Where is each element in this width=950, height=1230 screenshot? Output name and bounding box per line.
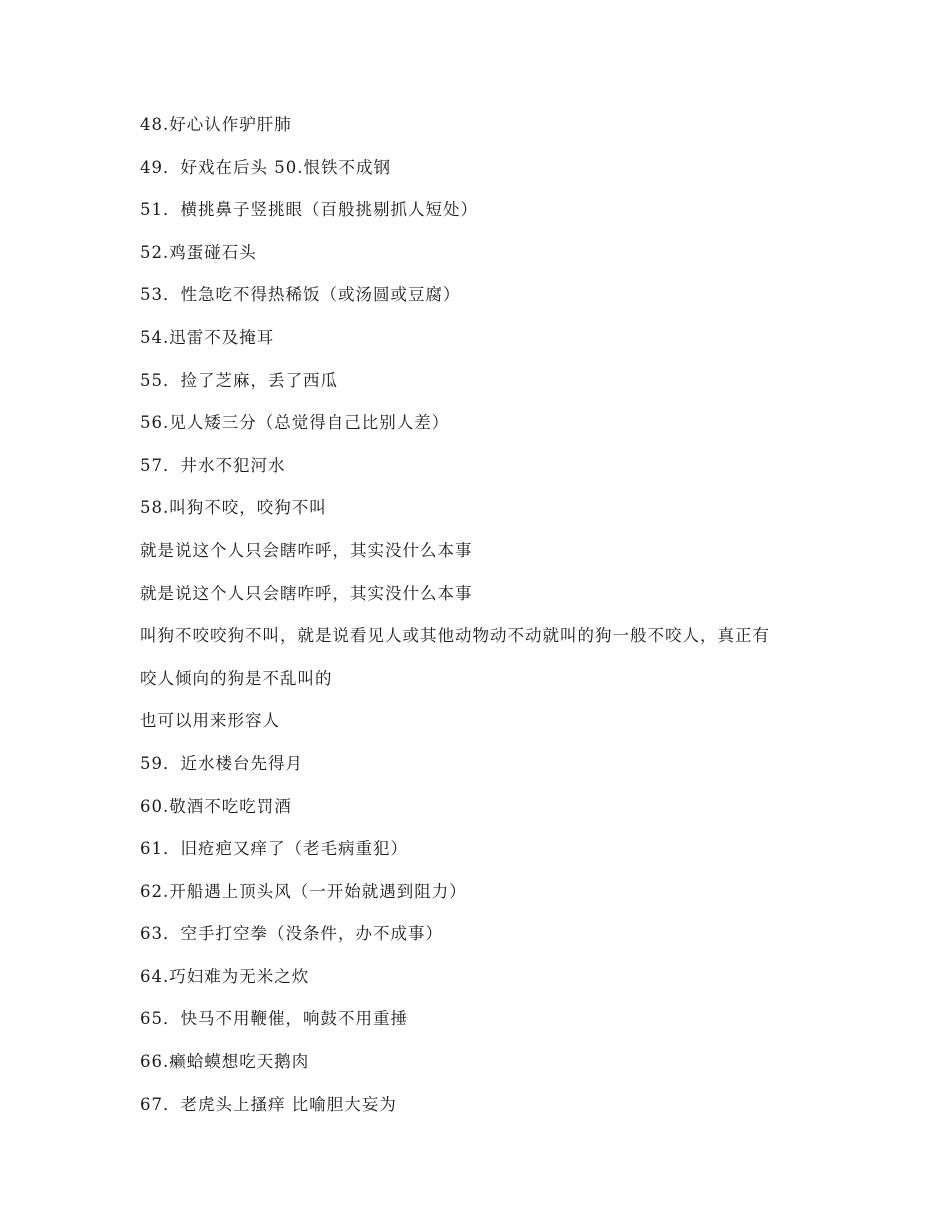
- text-line: 就是说这个人只会瞎咋呼，其实没什么本事: [140, 540, 473, 560]
- document-body: [140, 110, 840, 1132]
- text-line: 62.开船遇上顶头风（一开始就遇到阻力）: [140, 881, 467, 901]
- text-line: 65．快马不用鞭催，响鼓不用重捶: [140, 1009, 408, 1029]
- text-line: 64.巧妇难为无米之炊: [140, 966, 310, 986]
- text-line: 63．空手打空拳（没条件，办不成事）: [140, 924, 443, 944]
- text-line: 59．近水楼台先得月: [140, 753, 303, 773]
- text-line: 61．旧疮疤又痒了（老毛病重犯）: [140, 839, 408, 859]
- text-line: 也可以用来形容人: [140, 711, 280, 731]
- text-line: 48.好心认作驴肝肺: [140, 115, 292, 134]
- text-line: 51．横挑鼻子竖挑眼（百般挑剔抓人短处）: [140, 200, 478, 220]
- text-line: 53．性急吃不得热稀饭（或汤圆或豆腐）: [140, 285, 461, 305]
- text-line: 57．井水不犯河水: [140, 455, 286, 475]
- text-line: 49．好戏在后头 50.恨铁不成钢: [140, 157, 391, 177]
- text-line: 52.鸡蛋碰石头: [140, 242, 257, 262]
- text-line: 咬人倾向的狗是不乱叫的: [140, 668, 333, 688]
- text-line: 54.迅雷不及掩耳: [140, 327, 275, 347]
- text-line: 67．老虎头上搔痒 比喻胆大妄为: [140, 1094, 397, 1114]
- text-line: 叫狗不咬咬狗不叫，就是说看见人或其他动物动不动就叫的狗一般不咬人，真正有: [140, 626, 770, 646]
- text-line: 66.癞蛤蟆想吃天鹅肉: [140, 1052, 310, 1072]
- text-line: 60.敬酒不吃吃罚酒: [140, 796, 292, 816]
- text-line: 55．捡了芝麻，丢了西瓜: [140, 370, 338, 390]
- text-line: 58.叫狗不咬，咬狗不叫: [140, 498, 327, 518]
- text-line: 56.见人矮三分（总觉得自己比别人差）: [140, 413, 450, 433]
- text-line: 就是说这个人只会瞎咋呼，其实没什么本事: [140, 583, 473, 603]
